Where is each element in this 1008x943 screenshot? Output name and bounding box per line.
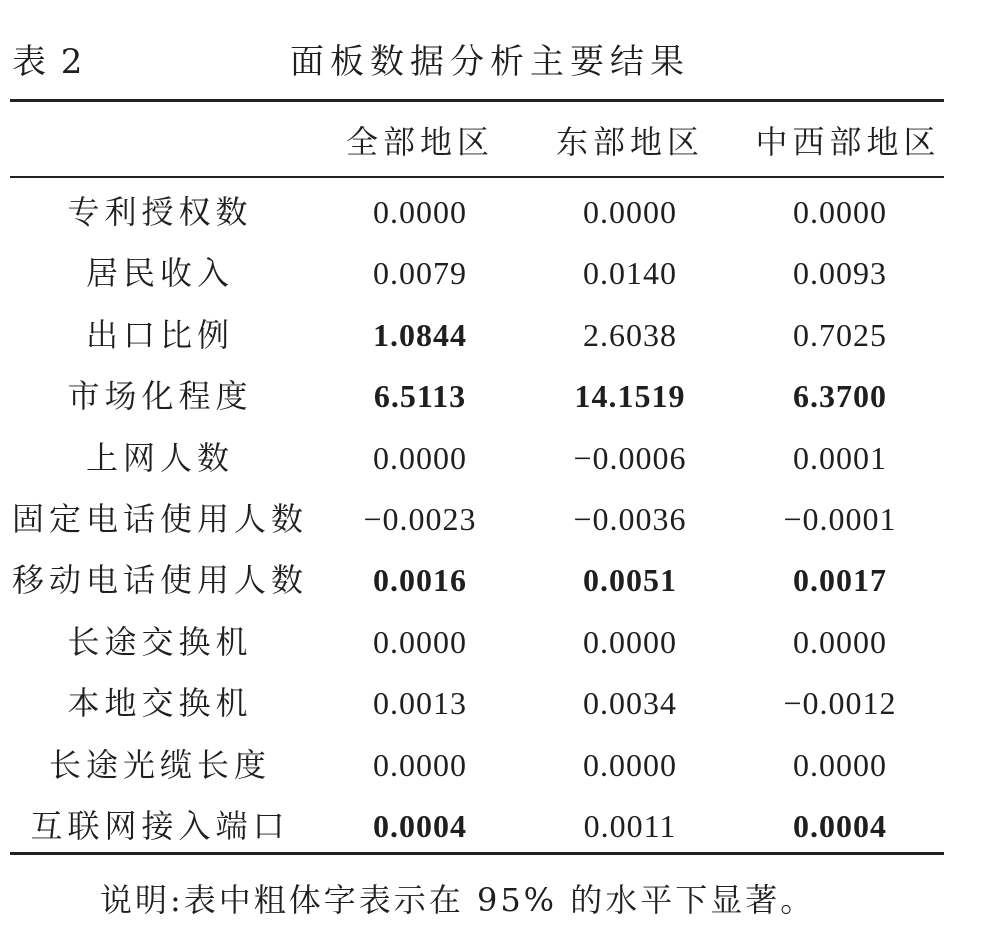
row-label: 市场化程度 bbox=[67, 377, 253, 416]
table-body bbox=[0, 182, 1008, 857]
table-cell: 0.0000 bbox=[583, 746, 677, 783]
table-row bbox=[0, 673, 1008, 734]
row-label: 上网人数 bbox=[85, 438, 234, 477]
row-label: 专利授权数 bbox=[67, 193, 253, 231]
row-label: 固定电话使用人数 bbox=[11, 499, 308, 538]
column-header-all-regions: 全部地区 bbox=[345, 123, 494, 161]
table-cell: 1.0844 bbox=[373, 316, 467, 353]
column-header-eastern: 东部地区 bbox=[555, 123, 704, 161]
table-row bbox=[0, 612, 1008, 673]
row-label: 长途交换机 bbox=[67, 622, 253, 661]
top-rule bbox=[10, 99, 944, 102]
table-cell: −0.0006 bbox=[573, 439, 687, 476]
table-cell: 6.3700 bbox=[793, 378, 887, 415]
table-row bbox=[0, 428, 1008, 489]
table-row bbox=[0, 796, 1008, 857]
table-cell: 0.0016 bbox=[373, 562, 467, 599]
table-cell: −0.0023 bbox=[363, 500, 477, 537]
table-cell: 0.0051 bbox=[583, 562, 677, 599]
table-row bbox=[0, 489, 1008, 550]
row-label: 移动电话使用人数 bbox=[11, 561, 308, 600]
table-cell: 0.0017 bbox=[793, 562, 887, 599]
row-label: 本地交换机 bbox=[67, 684, 253, 723]
table-cell: 0.0000 bbox=[793, 746, 887, 783]
table-cell: 14.1519 bbox=[574, 378, 686, 415]
row-label: 出口比例 bbox=[85, 315, 234, 354]
table-cell: 0.0000 bbox=[373, 194, 467, 230]
table-row bbox=[0, 243, 1008, 304]
table-cell: 2.6038 bbox=[583, 316, 677, 353]
table-cell: 6.5113 bbox=[373, 378, 467, 415]
table-cell: 0.0004 bbox=[373, 807, 467, 844]
row-label: 互联网接入端口 bbox=[30, 806, 290, 845]
table-cell: −0.0036 bbox=[573, 500, 687, 537]
table-cell: 0.0000 bbox=[373, 439, 467, 476]
table-row bbox=[0, 305, 1008, 366]
table-row bbox=[0, 550, 1008, 611]
table-cell: 0.0034 bbox=[583, 685, 677, 722]
table-cell: 0.0000 bbox=[373, 746, 467, 783]
row-label: 居民收入 bbox=[85, 254, 234, 293]
table-cell: 0.0001 bbox=[793, 439, 887, 476]
table-cell: 0.7025 bbox=[793, 316, 887, 353]
table-cell: 0.0004 bbox=[793, 807, 887, 844]
table-cell: 0.0000 bbox=[793, 623, 887, 660]
table-cell: 0.0000 bbox=[793, 194, 887, 230]
table-cell: 0.0013 bbox=[373, 685, 467, 722]
table-label: 表 2 bbox=[12, 42, 85, 82]
table-cell: 0.0079 bbox=[373, 255, 467, 292]
column-header-central-western: 中西部地区 bbox=[755, 123, 941, 161]
table-cell: 0.0000 bbox=[583, 623, 677, 660]
header-rule bbox=[10, 176, 944, 178]
table-note: 说明:表中粗体字表示在 95% 的水平下显著。 bbox=[100, 881, 816, 919]
table-cell: 0.0140 bbox=[583, 255, 677, 292]
table-cell: −0.0001 bbox=[783, 500, 897, 537]
table-cell: 0.0011 bbox=[583, 807, 677, 844]
table-cell: 0.0093 bbox=[793, 255, 887, 292]
table-row bbox=[0, 735, 1008, 796]
row-label: 长途光缆长度 bbox=[48, 745, 271, 784]
bottom-rule bbox=[10, 852, 944, 855]
table-cell: 0.0000 bbox=[583, 194, 677, 230]
table-cell: 0.0000 bbox=[373, 623, 467, 660]
table-cell: −0.0012 bbox=[783, 685, 897, 722]
table-row bbox=[0, 366, 1008, 427]
table-row bbox=[0, 182, 1008, 243]
table-title: 面板数据分析主要结果 bbox=[290, 42, 690, 82]
